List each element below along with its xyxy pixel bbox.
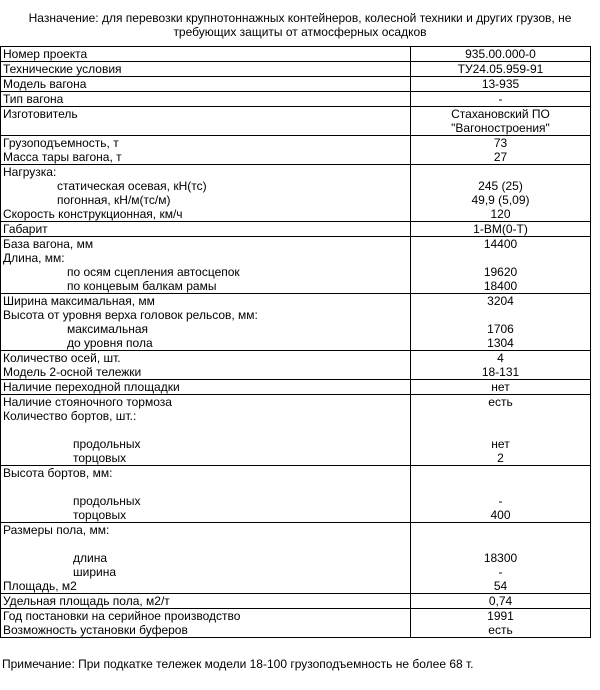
param-value: 54 <box>493 579 508 593</box>
value-cell <box>411 380 591 395</box>
param-cell <box>1 294 411 351</box>
param-value: 1304 <box>487 336 514 350</box>
param-value <box>413 480 588 494</box>
param-value <box>413 308 588 322</box>
param-value: 4 <box>497 351 504 365</box>
param-value: 3204 <box>487 294 514 308</box>
value-cell <box>411 62 591 77</box>
param-label: Ширина максимальная, мм <box>3 294 155 308</box>
param-cell <box>1 62 411 77</box>
param-value: ТУ24.05.959-91 <box>457 62 544 76</box>
value-cell <box>411 107 591 136</box>
param-cell <box>1 92 411 107</box>
param-label: погонная, кН/м(тс/м) <box>57 193 171 207</box>
param-cell <box>1 77 411 92</box>
param-value: 1706 <box>487 322 514 336</box>
param-value <box>413 423 588 437</box>
table-row <box>1 136 591 165</box>
param-cell <box>1 395 411 466</box>
param-label: длина <box>73 551 108 565</box>
param-label: Габарит <box>3 222 48 236</box>
param-value: 18-131 <box>481 365 520 379</box>
param-value: нет <box>491 437 510 451</box>
param-value: есть <box>488 395 513 409</box>
param-label: Количество бортов, шт.: <box>3 409 137 423</box>
param-value <box>413 466 588 480</box>
param-value <box>413 537 588 551</box>
param-label: до уровня пола <box>67 336 153 350</box>
param-value: 935.00.000-0 <box>465 47 536 61</box>
param-value: - <box>498 565 503 579</box>
param-label: Модель 2-осной тележки <box>3 365 142 379</box>
param-value: 13-935 <box>481 77 520 91</box>
param-label: Грузоподъемность, т <box>3 136 119 150</box>
value-cell <box>411 237 591 294</box>
param-value <box>413 523 588 537</box>
purpose-line-1: Назначение: для перевозки крупнотоннажных контейнеров, колесной техники и других грузов, не <box>28 11 572 25</box>
param-value: 27 <box>493 150 508 164</box>
table-row <box>1 594 591 609</box>
param-value: 1991 <box>487 609 514 623</box>
param-label: Нагрузка: <box>3 165 57 179</box>
value-cell <box>411 77 591 92</box>
param-label: максимальная <box>67 322 148 336</box>
param-cell <box>1 165 411 222</box>
param-label: по концевым балкам рамы <box>67 279 217 293</box>
param-value: - <box>498 494 503 508</box>
param-value: Стахановский ПО <box>451 107 550 121</box>
value-cell <box>411 92 591 107</box>
param-label <box>3 480 408 494</box>
table-row <box>1 523 591 594</box>
param-label: Высота от уровня верха головок рельсов, мм: <box>3 308 258 322</box>
param-value: 49,9 (5,09) <box>471 193 530 207</box>
param-value: 2 <box>497 451 504 465</box>
value-cell <box>411 222 591 237</box>
table-row <box>1 92 591 107</box>
table-row <box>1 609 591 638</box>
param-value: есть <box>488 623 513 637</box>
param-label: статическая осевая, кН(тс) <box>57 179 207 193</box>
table-row <box>1 237 591 294</box>
param-label: Количество осей, шт. <box>3 351 121 365</box>
param-value: 245 (25) <box>478 179 523 193</box>
param-label: Модель вагона <box>3 77 87 91</box>
table-row <box>1 62 591 77</box>
param-label: Год постановки на серийное производство <box>3 609 241 623</box>
param-cell <box>1 609 411 638</box>
param-value: "Вагоностроения" <box>451 121 550 135</box>
param-value: нет <box>491 380 510 394</box>
value-cell <box>411 466 591 523</box>
param-value: 1-ВМ(0-Т) <box>473 222 528 236</box>
value-cell <box>411 165 591 222</box>
table-row <box>1 77 591 92</box>
spec-table <box>0 46 591 638</box>
param-value: 73 <box>493 136 508 150</box>
param-label: по осям сцепления автосцепок <box>67 265 240 279</box>
param-value: 14400 <box>483 237 518 251</box>
value-cell <box>411 594 591 609</box>
param-cell <box>1 222 411 237</box>
param-label: Скорость конструкционная, км/ч <box>3 207 183 221</box>
value-cell <box>411 609 591 638</box>
param-cell <box>1 523 411 594</box>
param-label: ширина <box>73 565 117 579</box>
param-label: Наличие стояночного тормоза <box>3 395 172 409</box>
param-cell <box>1 351 411 380</box>
param-value <box>413 409 588 423</box>
param-value: 120 <box>490 207 511 221</box>
value-cell <box>411 136 591 165</box>
param-label: Наличие переходной площадки <box>3 380 180 394</box>
param-label <box>3 537 408 551</box>
param-cell <box>1 237 411 294</box>
param-label: Удельная площадь пола, м2/т <box>3 594 170 608</box>
param-value: - <box>498 92 503 106</box>
param-label: торцовых <box>73 508 127 522</box>
param-label: Номер проекта <box>3 47 88 61</box>
value-cell <box>411 294 591 351</box>
param-label: Возможность установки буферов <box>3 623 188 637</box>
param-cell <box>1 136 411 165</box>
param-label <box>3 121 408 135</box>
table-row <box>1 380 591 395</box>
table-row <box>1 395 591 466</box>
value-cell <box>411 523 591 594</box>
param-label: Высота бортов, мм: <box>3 466 113 480</box>
param-value: 19620 <box>483 265 518 279</box>
param-label: продольных <box>73 437 141 451</box>
param-label: Длина, мм: <box>3 251 65 265</box>
table-row <box>1 107 591 136</box>
param-cell <box>1 107 411 136</box>
param-value: 18300 <box>483 551 518 565</box>
value-cell <box>411 395 591 466</box>
table-row <box>1 351 591 380</box>
table-row <box>1 47 591 62</box>
table-row <box>1 294 591 351</box>
param-label: Масса тары вагона, т <box>3 150 122 164</box>
param-label <box>3 423 408 437</box>
footnote: Примечание: При подкатке тележек модели 18-100 грузоподъемность не более 68 т. <box>2 657 474 671</box>
param-value <box>413 251 588 265</box>
purpose-text <box>0 11 600 39</box>
purpose-line-2: требующих защиты от атмосферных осадков <box>173 25 427 39</box>
param-label: Технические условия <box>3 62 122 76</box>
param-cell <box>1 594 411 609</box>
param-cell <box>1 466 411 523</box>
param-value: 0,74 <box>488 594 513 608</box>
value-cell <box>411 351 591 380</box>
param-value <box>413 165 588 179</box>
param-label: Площадь, м2 <box>3 579 77 593</box>
param-value: 18400 <box>483 279 518 293</box>
param-label: База вагона, мм <box>3 237 94 251</box>
param-label: Размеры пола, мм: <box>3 523 110 537</box>
table-row <box>1 222 591 237</box>
param-label: Тип вагона <box>3 92 64 106</box>
param-value: 400 <box>490 508 511 522</box>
value-cell <box>411 47 591 62</box>
param-label: продольных <box>73 494 141 508</box>
param-cell <box>1 380 411 395</box>
param-cell <box>1 47 411 62</box>
table-row <box>1 466 591 523</box>
table-row <box>1 165 591 222</box>
param-label: торцовых <box>73 451 127 465</box>
param-label: Изготовитель <box>3 107 78 121</box>
